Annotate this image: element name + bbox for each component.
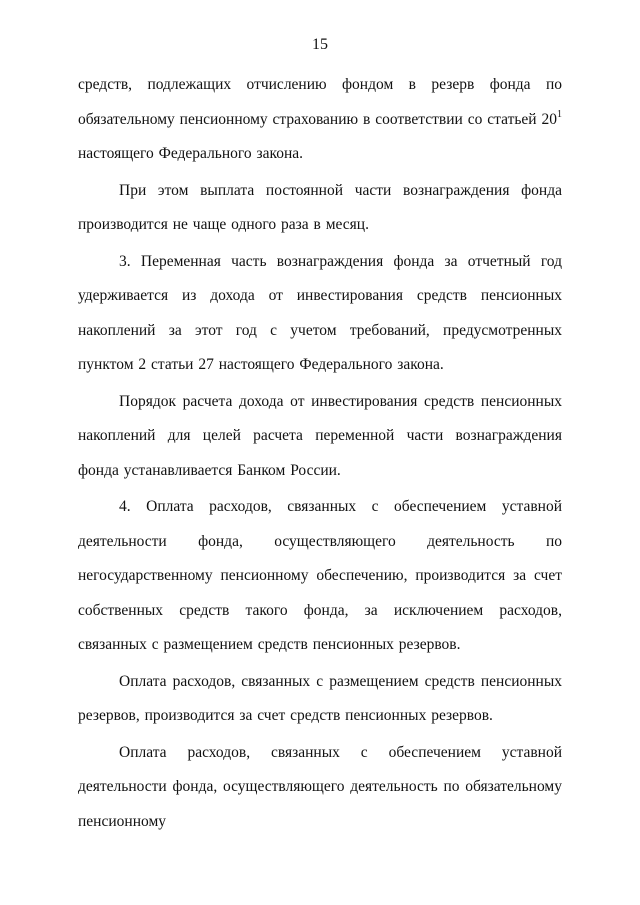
- paragraph: Оплата расходов, связанных с размещением средств пенсионных резервов, производится за счет средств пенсионных резервов.: [78, 672, 562, 724]
- paragraph-text: настоящего Федерального закона.: [78, 145, 304, 162]
- document-body: [78, 68, 562, 841]
- page-number: 15: [312, 36, 328, 53]
- article-superscript: 1: [557, 108, 562, 120]
- paragraph-item-3: 3. Переменная часть вознаграждения фонда за отчетный год удерживается из дохода от инвестирования средств пенсионных накоплений за этот год с учетом требований, предусмотренных пунктом 2 статьи 27 настоящего Федерального закона.: [78, 252, 562, 373]
- paragraph: При этом выплата постоянной части вознаграждения фонда производится не чаще одного раза в месяц.: [78, 181, 562, 233]
- paragraph-text: средств, подлежащих отчислению фондом в резерв фонда по обязательному пенсионному страхованию в соответствии со статьей 20: [78, 76, 562, 128]
- paragraph-continuation: [78, 68, 562, 172]
- paragraph-continued: Оплата расходов, связанных с обеспечением уставной деятельности фонда, осуществляющего деятельность по обязательному пенсионному: [78, 743, 562, 830]
- paragraph: Порядок расчета дохода от инвестирования средств пенсионных накоплений для целей расчета переменной части вознаграждения фонда устанавливается Банком России.: [78, 392, 562, 479]
- paragraph-item-4: 4. Оплата расходов, связанных с обеспечением уставной деятельности фонда, осуществляющего деятельность по негосударственному пенсионному обеспечению, производится за счет собственных средств такого фонда, за исключением расходов, связанных с размещением средств пенсионных резервов.: [78, 498, 562, 653]
